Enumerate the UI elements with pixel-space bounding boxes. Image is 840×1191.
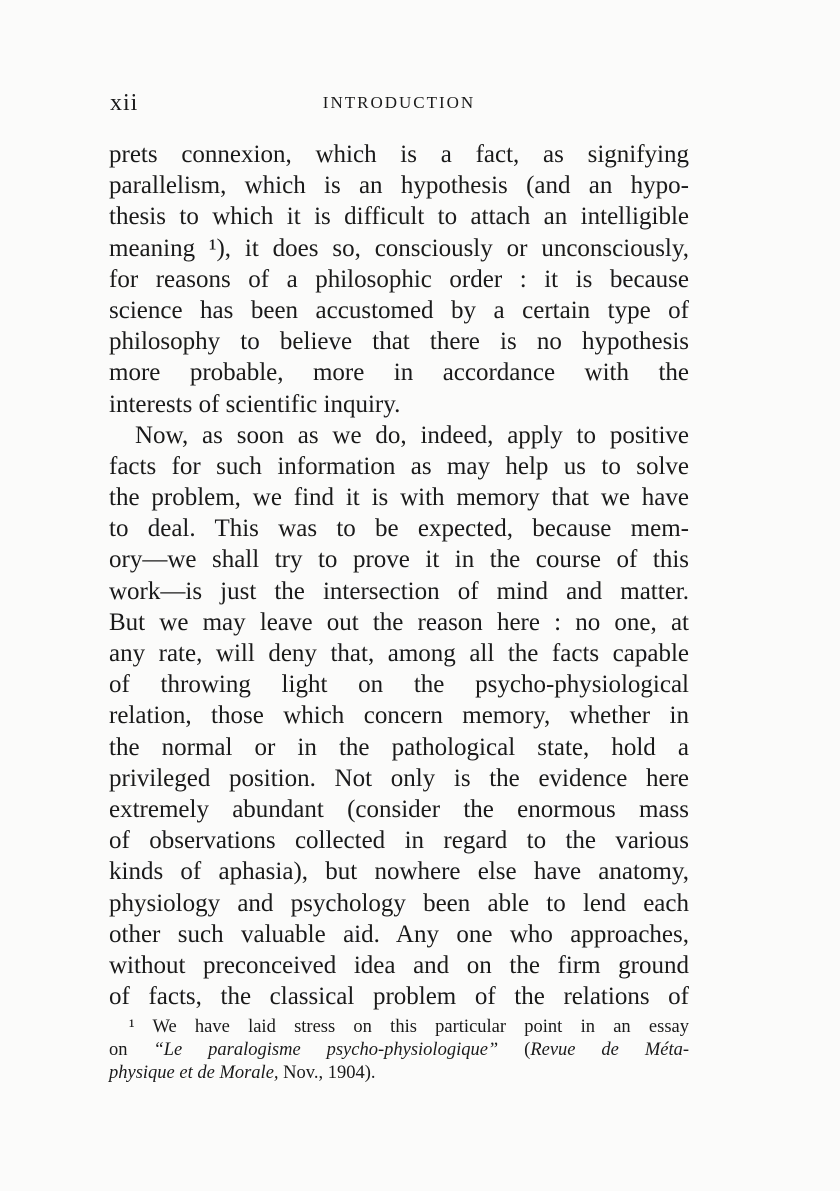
text-line: privileged position. Not only is the evidence here bbox=[109, 764, 689, 792]
text-line: But we may leave out the reason here : no one, at bbox=[109, 608, 689, 636]
text-line: facts for such information as may help us to solve bbox=[109, 452, 689, 480]
page-number: xii bbox=[110, 90, 139, 116]
running-head bbox=[110, 90, 688, 116]
text-line: philosophy to believe that there is no hypothesis bbox=[109, 328, 689, 356]
text-line: physiology and psychology been able to lend each bbox=[109, 889, 689, 917]
text-line: any rate, will deny that, among all the facts capable bbox=[109, 640, 689, 667]
text-line: meaning ¹), it does so, consciously or unconsciously, bbox=[109, 234, 689, 262]
footnote-line bbox=[109, 1062, 689, 1085]
text-line: kinds of aphasia), but nowhere else have anatomy, bbox=[109, 858, 689, 886]
journal-title: physique et de Morale, bbox=[109, 1063, 279, 1083]
text-line: of facts, the classical problem of the relations of bbox=[109, 983, 689, 1011]
footnote bbox=[109, 1016, 689, 1085]
text-line: the problem, we find it is with memory that we have bbox=[109, 484, 689, 512]
footnote-text: ( bbox=[498, 1040, 531, 1060]
text-line: to deal. This was to be expected, because mem- bbox=[109, 515, 689, 543]
text-line: of throwing light on the psycho-physiological bbox=[109, 671, 689, 699]
text-line: work—is just the intersection of mind and matter. bbox=[109, 577, 689, 605]
footnote-line bbox=[109, 1039, 689, 1062]
text-line: other such valuable aid. Any one who approaches, bbox=[109, 920, 689, 948]
footnote-text: ¹ We have laid stress on this particular point in an essay bbox=[129, 1017, 689, 1037]
body-text bbox=[109, 139, 689, 1012]
text-line: the normal or in the pathological state, hold a bbox=[109, 733, 689, 761]
text-line: for reasons of a philosophic order : it is because bbox=[109, 265, 689, 293]
paragraph-end-line: interests of scientific inquiry. bbox=[109, 390, 401, 418]
cited-essay-title: “Le paralogisme psycho-physiologique” bbox=[153, 1040, 499, 1060]
text-line: more probable, more in accordance with the bbox=[109, 359, 689, 387]
text-line: of observations collected in regard to the various bbox=[109, 827, 689, 855]
text-line: extremely abundant (consider the enormous mass bbox=[109, 795, 689, 823]
footnote-text: Nov., 1904). bbox=[278, 1063, 376, 1083]
text-line: relation, those which concern memory, whether in bbox=[109, 702, 689, 730]
text-line: parallelism, which is an hypothesis (and an hypo- bbox=[109, 172, 689, 200]
text-line: science has been accustomed by a certain type of bbox=[109, 296, 689, 324]
text-line: prets connexion, which is a fact, as signifying bbox=[109, 141, 689, 168]
text-line: thesis to which it is difficult to attach an intelligible bbox=[109, 203, 689, 231]
journal-title: Revue de Méta- bbox=[530, 1040, 689, 1060]
footnote-text: on bbox=[109, 1040, 154, 1060]
paragraph-start-line: Now, as soon as we do, indeed, apply to positive bbox=[135, 421, 689, 449]
text-line: without preconceived idea and on the firm ground bbox=[109, 951, 689, 979]
text-line: ory—we shall try to prove it in the course of this bbox=[109, 546, 689, 574]
running-title: INTRODUCTION bbox=[322, 93, 476, 112]
footnote-line bbox=[109, 1016, 689, 1039]
